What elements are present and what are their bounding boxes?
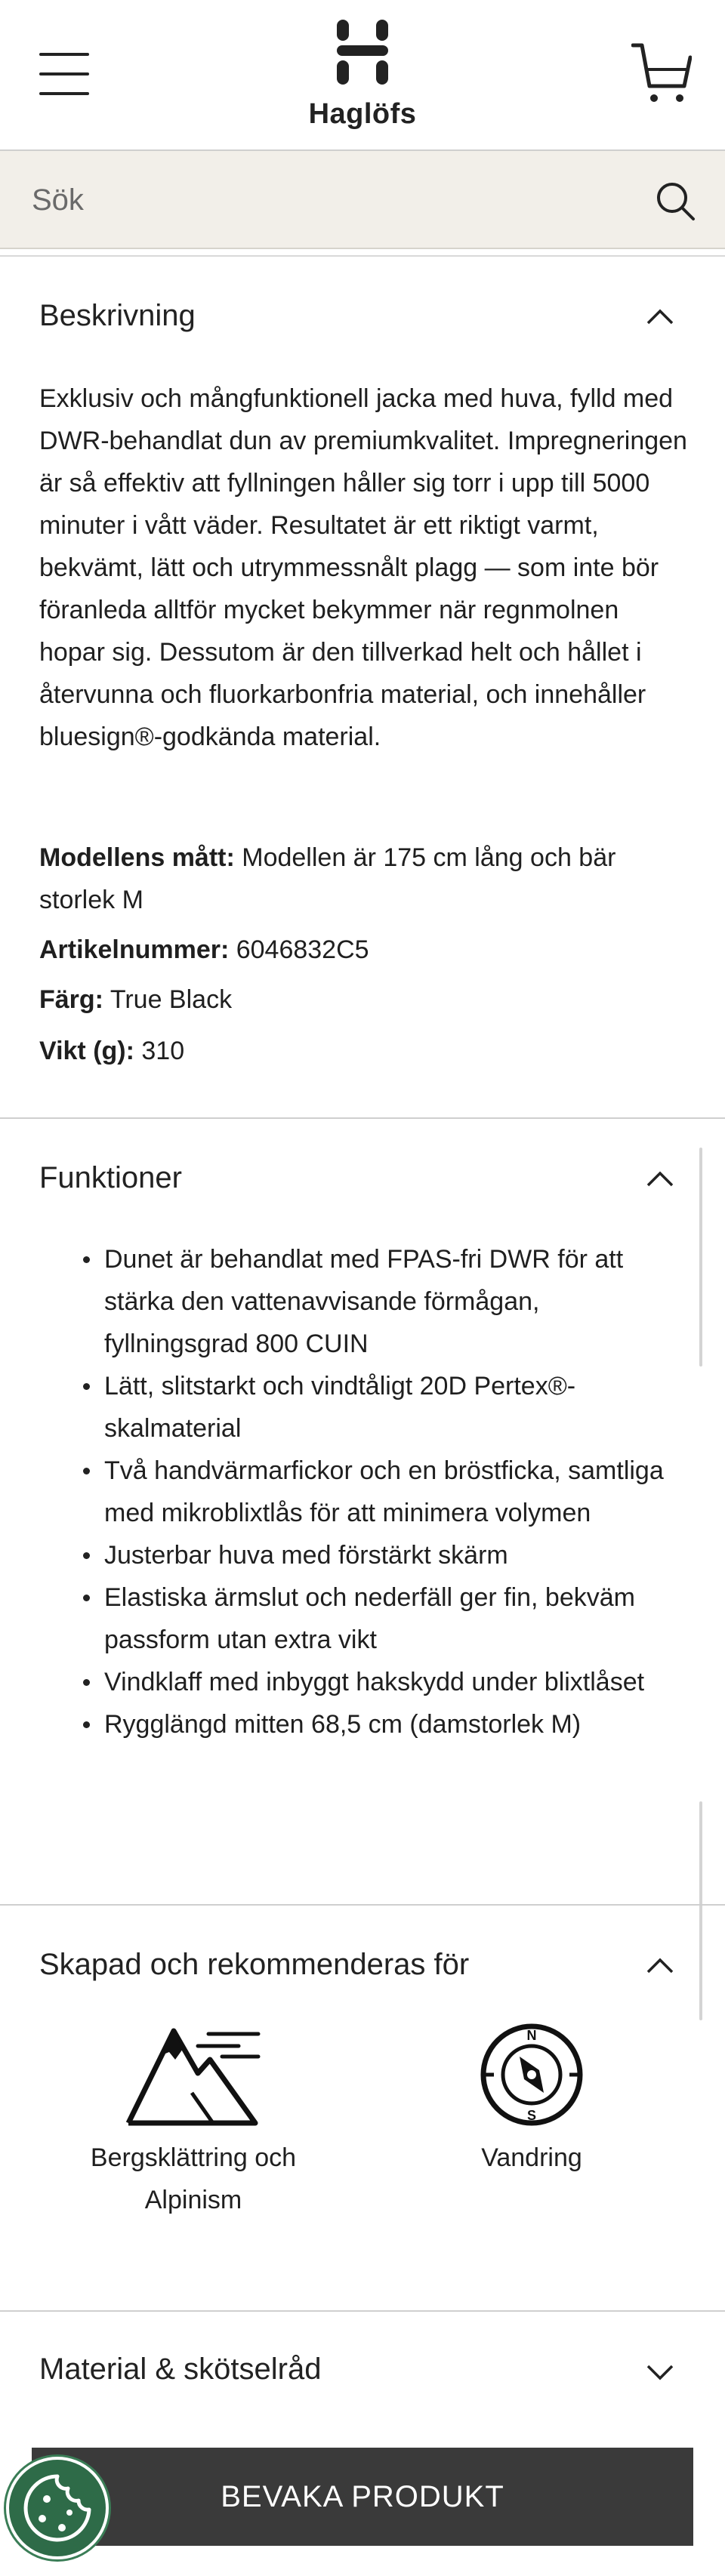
functions-title: Funktioner bbox=[39, 1161, 182, 1194]
divider bbox=[0, 255, 725, 257]
description-accordion-header[interactable] bbox=[0, 279, 725, 355]
brand-name: Haglöfs bbox=[308, 98, 417, 130]
compass-icon bbox=[479, 2023, 585, 2126]
svg-text:S: S bbox=[526, 2108, 537, 2123]
list-item: Elastiska ärmslut och nederfäll ger fin, bekväm passform utan extra vikt bbox=[76, 1576, 680, 1661]
list-item: Två handvärmarfickor och en bröstficka, samtliga med mikroblixtlås för att minimera volymen bbox=[76, 1450, 680, 1534]
search-bar bbox=[0, 151, 725, 249]
list-item: Dunet är behandlat med FPAS-fri DWR för att stärka den vattenavvisande förmågan, fyllningsgrad 800 CUIN bbox=[76, 1238, 680, 1365]
material-title: Material & skötselråd bbox=[39, 2353, 322, 2386]
cookie-icon bbox=[9, 2460, 106, 2556]
svg-text:N: N bbox=[526, 2028, 537, 2043]
activity-label: Vandring bbox=[481, 2143, 582, 2172]
divider bbox=[0, 1117, 725, 1119]
activity-label: Bergsklättring och Alpinism bbox=[90, 2143, 297, 2214]
activity-hiking bbox=[396, 2023, 668, 2179]
mountain-icon bbox=[125, 2023, 261, 2126]
article-number: Artikelnummer: 6046832C5 bbox=[39, 935, 369, 964]
material-accordion-header[interactable] bbox=[0, 2334, 725, 2410]
functions-accordion-header[interactable] bbox=[0, 1142, 725, 1217]
shopping-cart-icon[interactable] bbox=[631, 42, 692, 106]
haglofs-logo-mark-icon bbox=[302, 17, 423, 92]
recommended-title: Skapad och rekommenderas för bbox=[39, 1948, 470, 1981]
list-item: Vindklaff med inbyggt hakskydd under blixtlåset bbox=[76, 1661, 680, 1703]
site-header bbox=[0, 0, 725, 151]
activity-climbing bbox=[57, 2023, 329, 2221]
chevron-up-icon bbox=[645, 308, 675, 326]
watch-product-button[interactable]: BEVAKA PRODUKT bbox=[32, 2448, 693, 2546]
product-weight: Vikt (g): 310 bbox=[39, 1037, 185, 1065]
recommended-accordion-header[interactable] bbox=[0, 1928, 725, 2004]
divider bbox=[0, 2310, 725, 2312]
list-item: Rygglängd mitten 68,5 cm (damstorlek M) bbox=[76, 1703, 680, 1746]
model-measurements: Modellens mått: Modellen är 175 cm lång och bär storlek M bbox=[39, 843, 616, 914]
features-list bbox=[76, 1238, 680, 1746]
list-item: Justerbar huva med förstärkt skärm bbox=[76, 1534, 680, 1576]
search-icon[interactable] bbox=[654, 180, 696, 222]
list-item: Lätt, slitstarkt och vindtåligt 20D Pertex®-skalmaterial bbox=[76, 1365, 680, 1450]
product-color: Färg: True Black bbox=[39, 985, 233, 1014]
scrollbar[interactable] bbox=[699, 1148, 702, 1367]
chevron-up-icon bbox=[645, 1957, 675, 1975]
chevron-down-icon bbox=[645, 2363, 675, 2381]
cookie-settings-button[interactable] bbox=[6, 2457, 109, 2559]
description-title: Beskrivning bbox=[39, 299, 196, 332]
hamburger-menu-icon[interactable] bbox=[39, 53, 89, 95]
divider bbox=[0, 1904, 725, 1906]
chevron-up-icon bbox=[645, 1170, 675, 1188]
description-text: Exklusiv och mångfunktionell jacka med huva, fylld med DWR-behandlat dun av premiumkvalitet. Impregneringen är så effektiv att fyllningen håller sig torr i upp till 5000 minuter i vått väder. Resultatet är ett riktigt varmt, bekvämt, lätt och utrymmessnålt plagg — som inte bör föranleda alltför mycket bekymmer när regnmolnen hopar sig. Dessutom är den tillverkad helt och hållet i återvunna och fluorkarbonfria material, och innehåller bluesign®-godkända material. bbox=[39, 384, 687, 751]
brand-logo[interactable] bbox=[302, 17, 423, 137]
search-input[interactable] bbox=[32, 177, 621, 223]
